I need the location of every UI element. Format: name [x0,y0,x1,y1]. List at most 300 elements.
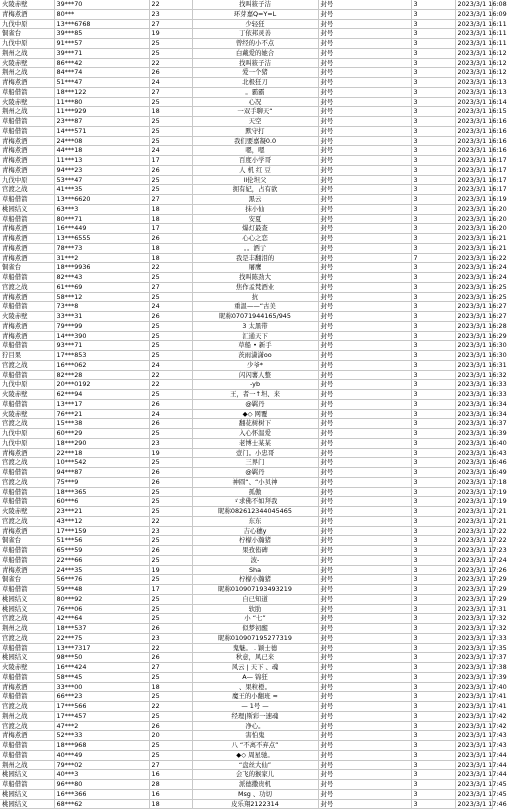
action-cell: 封号 [318,409,411,419]
nickname-cell: 找叫筱子洁 [192,0,318,9]
ban-days-cell: 3 [411,633,455,643]
ban-days-cell: 3 [411,468,455,478]
action-cell: 封号 [318,48,411,58]
action-cell: 封号 [318,175,411,185]
action-cell: 封号 [318,643,411,653]
date-cell: 2023/3/1 17:41 [455,702,492,712]
nickname-cell: ◆◇ 网覆 [192,409,318,419]
ban-days-cell: 3 [411,507,455,517]
action-cell: 封号 [318,555,411,565]
action-cell: 封号 [318,341,411,351]
level-cell: 23 [149,438,192,448]
level-cell: 18 [149,214,192,224]
nickname-cell: 昵称010907193493219 [192,585,318,595]
account-cell: 40***49 [54,750,149,760]
table-row [0,390,492,400]
level-cell: 17 [149,156,192,166]
date-cell: 2023/3/1 17:18 [455,477,492,487]
ban-days-cell: 3 [411,750,455,760]
date-cell: 2023/3/1 16:12 [455,58,492,68]
date-cell: 2023/3/1 17:21 [455,507,492,517]
account-cell: 42***64 [54,614,149,624]
ban-days-cell: 3 [411,321,455,331]
table-row [0,68,492,78]
level-cell: 25 [149,487,192,497]
ban-days-cell: 3 [411,760,455,770]
level-cell: 25 [149,185,192,195]
level-cell: 16 [149,789,192,799]
action-cell: 封号 [318,351,411,361]
date-cell: 2023/3/1 17:22 [455,536,492,546]
account-cell: 11***80 [54,97,149,107]
action-cell: 封号 [318,458,411,468]
nickname-cell: 波- [192,555,318,565]
table-row [0,107,492,117]
nickname-cell: @羁丹 [192,399,318,409]
table-row [0,195,492,205]
level-cell: 25 [149,711,192,721]
table-row [0,585,492,595]
account-cell: 39***70 [54,0,149,9]
table-row [0,799,492,809]
table-row [0,360,492,370]
ban-days-cell: 3 [411,146,455,156]
nickname-cell: 草船 • 新手 [192,341,318,351]
level-cell: 25 [149,672,192,682]
ban-days-cell: 3 [411,302,455,312]
date-cell: 2023/3/1 16:28 [455,321,492,331]
action-cell: 封号 [318,214,411,224]
action-cell: 封号 [318,760,411,770]
account-cell: 17***457 [54,711,149,721]
nickname-cell: 一双手聊天“ [192,107,318,117]
table-row [0,604,492,614]
date-cell: 2023/3/1 16:11 [455,19,492,29]
date-cell: 2023/3/1 17:44 [455,760,492,770]
nickname-cell: 爱一个猪 [192,68,318,78]
account-cell: 18***9936 [54,263,149,273]
action-cell: 封号 [318,273,411,283]
nickname-cell: @羁丹 [192,468,318,478]
date-cell: 2023/3/1 16:24 [455,273,492,283]
table-row [0,721,492,731]
account-cell: 79***99 [54,321,149,331]
date-cell: 2023/3/1 16:46 [455,458,492,468]
nickname-cell: 天空 [192,117,318,127]
server-cell: 桃园结义 [0,770,54,780]
date-cell: 2023/3/1 17:44 [455,750,492,760]
date-cell: 2023/3/1 17:42 [455,711,492,721]
server-cell: 草船借箭 [0,273,54,283]
level-cell: 25 [149,97,192,107]
date-cell: 2023/3/1 16:30 [455,351,492,361]
server-cell: 九伐中原 [0,19,54,29]
account-cell: 76***06 [54,604,149,614]
level-cell: 18 [149,682,192,692]
level-cell: 25 [149,136,192,146]
action-cell: 封号 [318,585,411,595]
level-cell: 26 [149,468,192,478]
account-cell: 44***18 [54,146,149,156]
level-cell: 19 [149,29,192,39]
level-cell: 26 [149,399,192,409]
server-cell: 草船借箭 [0,585,54,595]
action-cell: 封号 [318,282,411,292]
date-cell: 2023/3/1 16:16 [455,136,492,146]
ban-days-cell: 3 [411,789,455,799]
ban-days-cell: 3 [411,555,455,565]
table-row [0,750,492,760]
account-cell: 40***3 [54,770,149,780]
table-row [0,9,492,19]
nickname-cell: 壹门。小忠哥 [192,448,318,458]
ban-days-cell: 3 [411,536,455,546]
server-cell: 青梅煮酒 [0,78,54,88]
nickname-cell: 害怕鬼 [192,731,318,741]
table-row [0,565,492,575]
nickname-cell: 汇通天下 [192,331,318,341]
action-cell: 封号 [318,604,411,614]
date-cell: 2023/3/1 17:32 [455,614,492,624]
date-cell: 2023/3/1 16:49 [455,468,492,478]
ban-days-cell: 3 [411,19,455,29]
account-cell: 13***7317 [54,643,149,653]
server-cell: 草船借箭 [0,117,54,127]
nickname-cell: 抹小仙 [192,204,318,214]
action-cell: 封号 [318,672,411,682]
table-row [0,48,492,58]
table-row [0,633,492,643]
nickname-cell: “盘丝大仙” [192,760,318,770]
date-cell: 2023/3/1 17:32 [455,624,492,634]
ban-days-cell: 3 [411,477,455,487]
level-cell: 25 [149,507,192,517]
ban-days-cell: 3 [411,526,455,536]
account-cell: 20***0192 [54,380,149,390]
table-row [0,29,492,39]
table-row [0,702,492,712]
account-cell: 24***35 [54,565,149,575]
ban-days-cell: 3 [411,731,455,741]
server-cell: 九伐中原 [0,39,54,49]
nickname-cell: 闪闪薯人整 [192,370,318,380]
action-cell: 封号 [318,234,411,244]
action-cell: 封号 [318,536,411,546]
account-cell: 53***47 [54,175,149,185]
table-row [0,614,492,624]
action-cell: 封号 [318,243,411,253]
date-cell: 2023/3/1 17:37 [455,653,492,663]
action-cell: 封号 [318,117,411,127]
ban-days-cell: 3 [411,58,455,68]
table-row [0,448,492,458]
level-cell: 26 [149,312,192,322]
action-cell: 封号 [318,68,411,78]
level-cell: 22 [149,643,192,653]
action-cell: 封号 [318,136,411,146]
ban-days-cell: 3 [411,546,455,556]
action-cell: 封号 [318,312,411,322]
account-cell: 22***75 [54,633,149,643]
ban-days-cell: 3 [411,273,455,283]
date-cell: 2023/3/1 16:34 [455,399,492,409]
level-cell: 26 [149,624,192,634]
server-cell: 青梅煮酒 [0,448,54,458]
account-cell: 43***12 [54,516,149,526]
nickname-cell: 柠檬小瀚猪 [192,575,318,585]
action-cell: 封号 [318,497,411,507]
level-cell: 26 [149,165,192,175]
date-cell: 2023/3/1 17:46 [455,799,492,809]
server-cell: 官渡之战 [0,721,54,731]
server-cell: 火陵赤壁 [0,390,54,400]
date-cell: 2023/3/1 16:09 [455,9,492,19]
date-cell: 2023/3/1 16:11 [455,39,492,49]
ban-days-cell: 3 [411,68,455,78]
ban-days-cell: 3 [411,770,455,780]
server-cell: 狞目果 [0,351,54,361]
table-row [0,146,492,156]
ban-days-cell: 3 [411,78,455,88]
action-cell: 封号 [318,594,411,604]
table-row [0,273,492,283]
table-row [0,136,492,146]
server-cell: 火陵赤壁 [0,663,54,673]
table-row [0,429,492,439]
table-row [0,126,492,136]
account-cell: 61***69 [54,282,149,292]
account-cell: 47***2 [54,721,149,731]
account-cell: 23***87 [54,117,149,127]
nickname-cell: 我们要嘉凝0.0 [192,136,318,146]
ban-days-cell: 3 [411,195,455,205]
account-cell: 18***122 [54,87,149,97]
action-cell: 封号 [318,253,411,263]
server-cell: 青梅煮酒 [0,165,54,175]
server-cell: 荆州之战 [0,624,54,634]
action-cell: 封号 [318,477,411,487]
nickname-cell: A— 锦狂 [192,672,318,682]
server-cell: 桃园结义 [0,789,54,799]
server-cell: 草船借箭 [0,195,54,205]
nickname-cell: 百度小学哥 [192,156,318,166]
ban-days-cell: 3 [411,360,455,370]
server-cell: 草船借箭 [0,370,54,380]
date-cell: 2023/3/1 17:26 [455,565,492,575]
ban-days-cell: 3 [411,458,455,468]
table-row [0,438,492,448]
action-cell: 封号 [318,438,411,448]
ban-days-cell: 3 [411,409,455,419]
table-row [0,165,492,175]
level-cell: 23 [149,9,192,19]
table-row [0,419,492,429]
server-cell: 荆州之战 [0,48,54,58]
ban-days-cell: 3 [411,438,455,448]
nickname-cell: ◆◇ 周星驰。 [192,750,318,760]
account-cell: 51***56 [54,536,149,546]
server-cell: 火陵赤壁 [0,409,54,419]
table-row [0,253,492,263]
action-cell: 封号 [318,448,411,458]
level-cell: 26 [149,234,192,244]
nickname-cell: 鬼魅。 . 颖士德 [192,643,318,653]
account-cell: 22***18 [54,448,149,458]
action-cell: 封号 [318,321,411,331]
account-cell: 60***29 [54,429,149,439]
date-cell: 2023/3/1 17:22 [455,526,492,536]
ban-days-cell: 3 [411,663,455,673]
nickname-cell: 、果粒橙。 [192,682,318,692]
nickname-cell: 入心怀温爱 [192,429,318,439]
level-cell: 25 [149,292,192,302]
table-row [0,711,492,721]
nickname-cell: 皮乐翔2122314 [192,799,318,809]
ban-days-cell: 3 [411,497,455,507]
account-cell: 14***390 [54,331,149,341]
level-cell: 25 [149,117,192,127]
action-cell: 封号 [318,204,411,214]
table-row [0,594,492,604]
table-row [0,78,492,88]
level-cell: 22 [149,370,192,380]
level-cell: 25 [149,48,192,58]
table-row [0,175,492,185]
table-row [0,39,492,49]
table-row [0,243,492,253]
date-cell: 2023/3/1 17:45 [455,789,492,799]
nickname-cell: ll伦坦父 [192,175,318,185]
server-cell: 荆州之战 [0,760,54,770]
action-cell: 封号 [318,770,411,780]
action-cell: 封号 [318,146,411,156]
server-cell: 火陵赤壁 [0,58,54,68]
ban-days-cell: 3 [411,263,455,273]
server-cell: 桃园结义 [0,799,54,809]
ban-days-cell: 3 [411,234,455,244]
server-cell: 荆州之战 [0,68,54,78]
ban-days-cell: 3 [411,399,455,409]
date-cell: 2023/3/1 16:16 [455,126,492,136]
server-cell: 草船借箭 [0,546,54,556]
server-cell: 官渡之战 [0,614,54,624]
nickname-cell: 净心。 [192,721,318,731]
nickname-cell: 环芽嘉Q=Y=L [192,9,318,19]
date-cell: 2023/3/1 16:39 [455,429,492,439]
server-cell: 官渡之战 [0,419,54,429]
nickname-cell: 嗯，嗯 [192,146,318,156]
date-cell: 2023/3/1 17:29 [455,575,492,585]
action-cell: 封号 [318,78,411,88]
nickname-cell: 似梦初醒 [192,624,318,634]
server-cell: 草船借箭 [0,399,54,409]
account-cell: 65***59 [54,546,149,556]
date-cell: 2023/3/1 17:43 [455,731,492,741]
level-cell: 25 [149,458,192,468]
level-cell: 25 [149,692,192,702]
ban-days-cell: 3 [411,331,455,341]
action-cell: 封号 [318,546,411,556]
nickname-cell: 昵称010907195277319 [192,633,318,643]
level-cell: 25 [149,341,192,351]
action-cell: 封号 [318,263,411,273]
level-cell: 25 [149,331,192,341]
table-row [0,19,492,29]
ban-days-cell: 3 [411,741,455,751]
ban-days-cell: 3 [411,487,455,497]
table-row [0,468,492,478]
account-cell: 51***47 [54,78,149,88]
ban-days-cell: 3 [411,107,455,117]
ban-days-cell: 3 [411,624,455,634]
nickname-cell: 焦作孟梵酒业 [192,282,318,292]
level-cell: 20 [149,731,192,741]
table-row [0,575,492,585]
level-cell: 22 [149,263,192,273]
date-cell: 2023/3/1 16:43 [455,448,492,458]
date-cell: 2023/3/1 17:24 [455,555,492,565]
account-cell: 22***66 [54,555,149,565]
level-cell: 23 [149,633,192,643]
date-cell: 2023/3/1 16:21 [455,243,492,253]
server-cell: 草船借箭 [0,214,54,224]
date-cell: 2023/3/1 17:39 [455,672,492,682]
date-cell: 2023/3/1 17:19 [455,487,492,497]
nickname-cell: 曾经的小不点 [192,39,318,49]
server-cell: 青梅煮酒 [0,136,54,146]
date-cell: 2023/3/1 16:17 [455,185,492,195]
level-cell: 24 [149,78,192,88]
server-cell: 铜雀台 [0,536,54,546]
server-cell: 官渡之战 [0,282,54,292]
server-cell: 草船借箭 [0,87,54,97]
action-cell: 封号 [318,380,411,390]
nickname-cell: 爆灯最查 [192,224,318,234]
date-cell: 2023/3/1 16:13 [455,87,492,97]
nickname-cell: 找叫陈劲大 [192,273,318,283]
ban-days-cell: 3 [411,214,455,224]
account-cell: 60***6 [54,497,149,507]
account-cell: 84***74 [54,68,149,78]
server-cell: 桃园结义 [0,204,54,214]
server-cell: 青梅煮酒 [0,146,54,156]
table-row [0,536,492,546]
nickname-cell: 秋意，风已来 [192,653,318,663]
action-cell: 封号 [318,419,411,429]
action-cell: 封号 [318,507,411,517]
nickname-cell: 魔王的小翻班 ≈ [192,692,318,702]
nickname-cell: 八 “不离不弃点” [192,741,318,751]
ban-days-cell: 3 [411,711,455,721]
action-cell: 封号 [318,731,411,741]
level-cell: 18 [149,107,192,117]
account-cell: 17***159 [54,526,149,536]
date-cell: 2023/3/1 17:29 [455,594,492,604]
ban-days-cell: 3 [411,448,455,458]
level-cell: 22 [149,702,192,712]
action-cell: 封号 [318,195,411,205]
table-row [0,292,492,302]
level-cell: 25 [149,614,192,624]
date-cell: 2023/3/1 17:21 [455,516,492,526]
account-cell: 13***17 [54,399,149,409]
table-row [0,224,492,234]
server-cell: 青梅煮酒 [0,156,54,166]
nickname-cell: 派德撒贵机 [192,780,318,790]
account-cell: 16***366 [54,789,149,799]
server-cell: 青梅煮酒 [0,682,54,692]
account-cell: 18***365 [54,487,149,497]
